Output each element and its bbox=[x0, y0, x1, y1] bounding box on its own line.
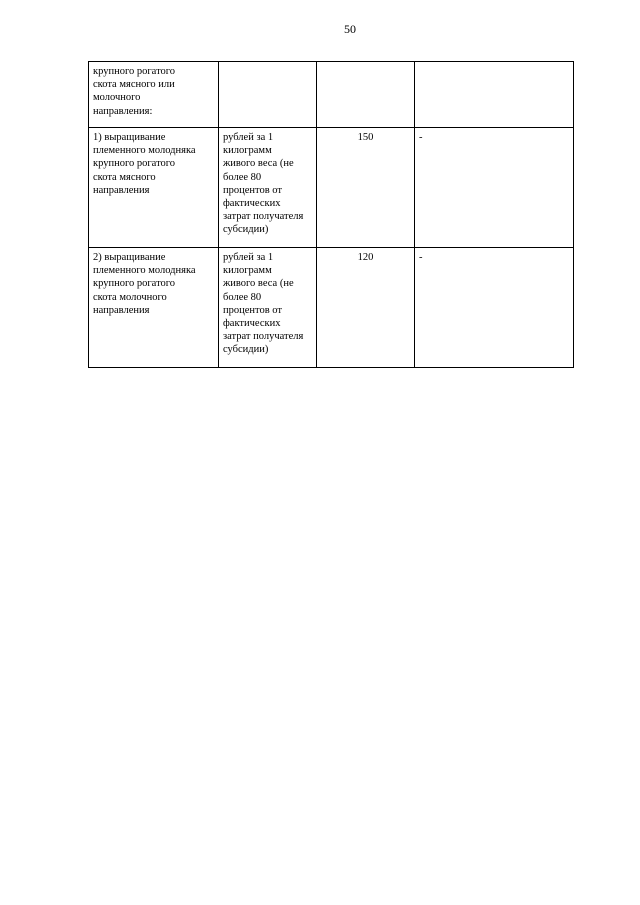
cell-text: 1) выращивание племенного молодняка крупного рогатого скота мясного направления bbox=[93, 132, 196, 196]
cell-text: - bbox=[419, 132, 423, 143]
table-cell-rate bbox=[317, 62, 415, 128]
table-row bbox=[89, 62, 574, 128]
cell-text: рублей за 1 килограмм живого веса (не более 80 процентов от фактических затрат получателя субсидии) bbox=[223, 252, 304, 356]
table-cell-extra bbox=[415, 128, 574, 248]
cell-text: - bbox=[419, 252, 423, 263]
table-row bbox=[89, 128, 574, 248]
table-cell-unit bbox=[219, 62, 317, 128]
table-cell-name bbox=[89, 62, 219, 128]
subsidy-rate-table bbox=[88, 61, 574, 368]
table-row bbox=[89, 248, 574, 368]
cell-text: 150 bbox=[357, 132, 374, 143]
table-cell-extra bbox=[415, 62, 574, 128]
cell-text: 120 bbox=[357, 252, 374, 263]
table-cell-name bbox=[89, 128, 219, 248]
table-cell-name bbox=[89, 248, 219, 368]
table-cell-extra bbox=[415, 248, 574, 368]
cell-text: крупного рогатого скота мясного или молочного направления: bbox=[93, 66, 176, 117]
table-cell-unit bbox=[219, 128, 317, 248]
table-cell-unit bbox=[219, 248, 317, 368]
table-cell-rate bbox=[317, 128, 415, 248]
cell-text: 2) выращивание племенного молодняка крупного рогатого скота молочного направления bbox=[93, 252, 196, 316]
table-cell-rate bbox=[317, 248, 415, 368]
cell-text: рублей за 1 килограмм живого веса (не более 80 процентов от фактических затрат получателя субсидии) bbox=[223, 132, 304, 236]
page-number: 50 bbox=[344, 22, 356, 36]
